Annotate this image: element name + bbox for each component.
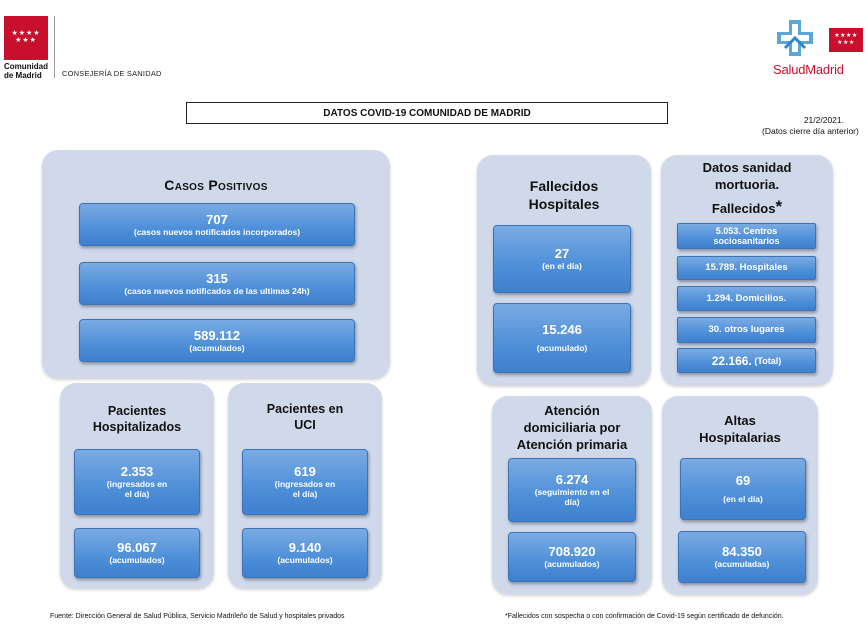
altas-hospitalarias-panel [662,396,818,594]
casos-positivos-title: Casos Positivos [164,177,268,193]
header-divider [54,16,55,78]
altas-acumuladas-card: 84.350 (acumuladas) [678,531,806,583]
brand-name: SaludMadrid [773,62,844,77]
altas-dia-card: 69 (en el día) [680,458,806,520]
medical-cross-icon [775,18,815,58]
uci-title: Pacientes en UCI [266,402,344,432]
report-date: 21/2/2021. [803,115,844,125]
fallecidos-footnote: *Fallecidos con sospecha o con confirmación de Covid-19 según certificado de defunción. [505,613,784,620]
uci-acumulados-card: 9.140 (acumulados) [242,528,368,578]
hospitalizados-panel [60,383,214,588]
total-card: 22.166. (Total) [677,348,816,373]
casos-positivos-panel [42,150,390,378]
source-footnote: Fuente: Dirección General de Salud Pública, Servicio Madrileño de Salud y hospitales privados [50,613,345,620]
sanidad-mortuoria-panel [661,155,833,385]
hospitalizados-dia-card: 2.353 (ingresados en el día) [74,449,200,515]
asterisk: * [775,197,783,216]
logo-stars: ★★★★ ★★★ [11,30,41,44]
sanidad-mortuoria-title: Datos sanidad mortuoria. [702,160,792,192]
org-name: Comunidad de Madrid [4,62,48,80]
fallecidos-hospitales-panel [477,155,651,385]
otros-lugares-card: 30. otros lugares [677,317,816,343]
comunidad-madrid-logo [4,16,48,60]
report-date-note: (Datos cierre día anterior) [762,126,859,136]
fallecidos-hospitales-title: Fallecidos Hospitales [528,178,600,212]
atencion-domiciliaria-panel [492,396,652,594]
fallecidos-dia-card: 27 (en el día) [493,225,631,293]
fallecidos-subtitle: Fallecidos* [711,197,783,216]
casos-nuevos-24h-card: 315 (casos nuevos notificados de las ultimas 24h) [79,262,355,305]
hospitales-card: 15.789. Hospitales [677,256,816,280]
centros-sociosanitarios-card: 5.053. Centros sociosanitarios [677,223,816,249]
madrid-flag: ★★★★ ★★★ [829,28,863,52]
atencion-acumulados-card: 708.920 (acumulados) [508,532,636,582]
atencion-domiciliaria-title: Atención domiciliaria por Atención primaria [516,403,628,452]
salud-madrid-logo [773,18,863,80]
uci-dia-card: 619 (ingresados en el día) [242,449,368,515]
casos-nuevos-incorporados-card: 707 (casos nuevos notificados incorporados) [79,203,355,246]
domicilios-card: 1.294. Domicilios. [677,286,816,311]
atencion-dia-card: 6.274 (seguimiento en el día) [508,458,636,522]
page-title: DATOS COVID-19 COMUNIDAD DE MADRID [186,102,668,124]
casos-acumulados-card: 589.112 (acumulados) [79,319,355,362]
hospitalizados-title: Pacientes Hospitalizados [92,404,182,434]
altas-title: Altas Hospitalarias [699,413,781,445]
fallecidos-acumulado-card: 15.246 (acumulado) [493,303,631,373]
uci-panel [228,383,382,588]
hospitalizados-acumulados-card: 96.067 (acumulados) [74,528,200,578]
department-name: CONSEJERÍA DE SANIDAD [62,69,162,78]
